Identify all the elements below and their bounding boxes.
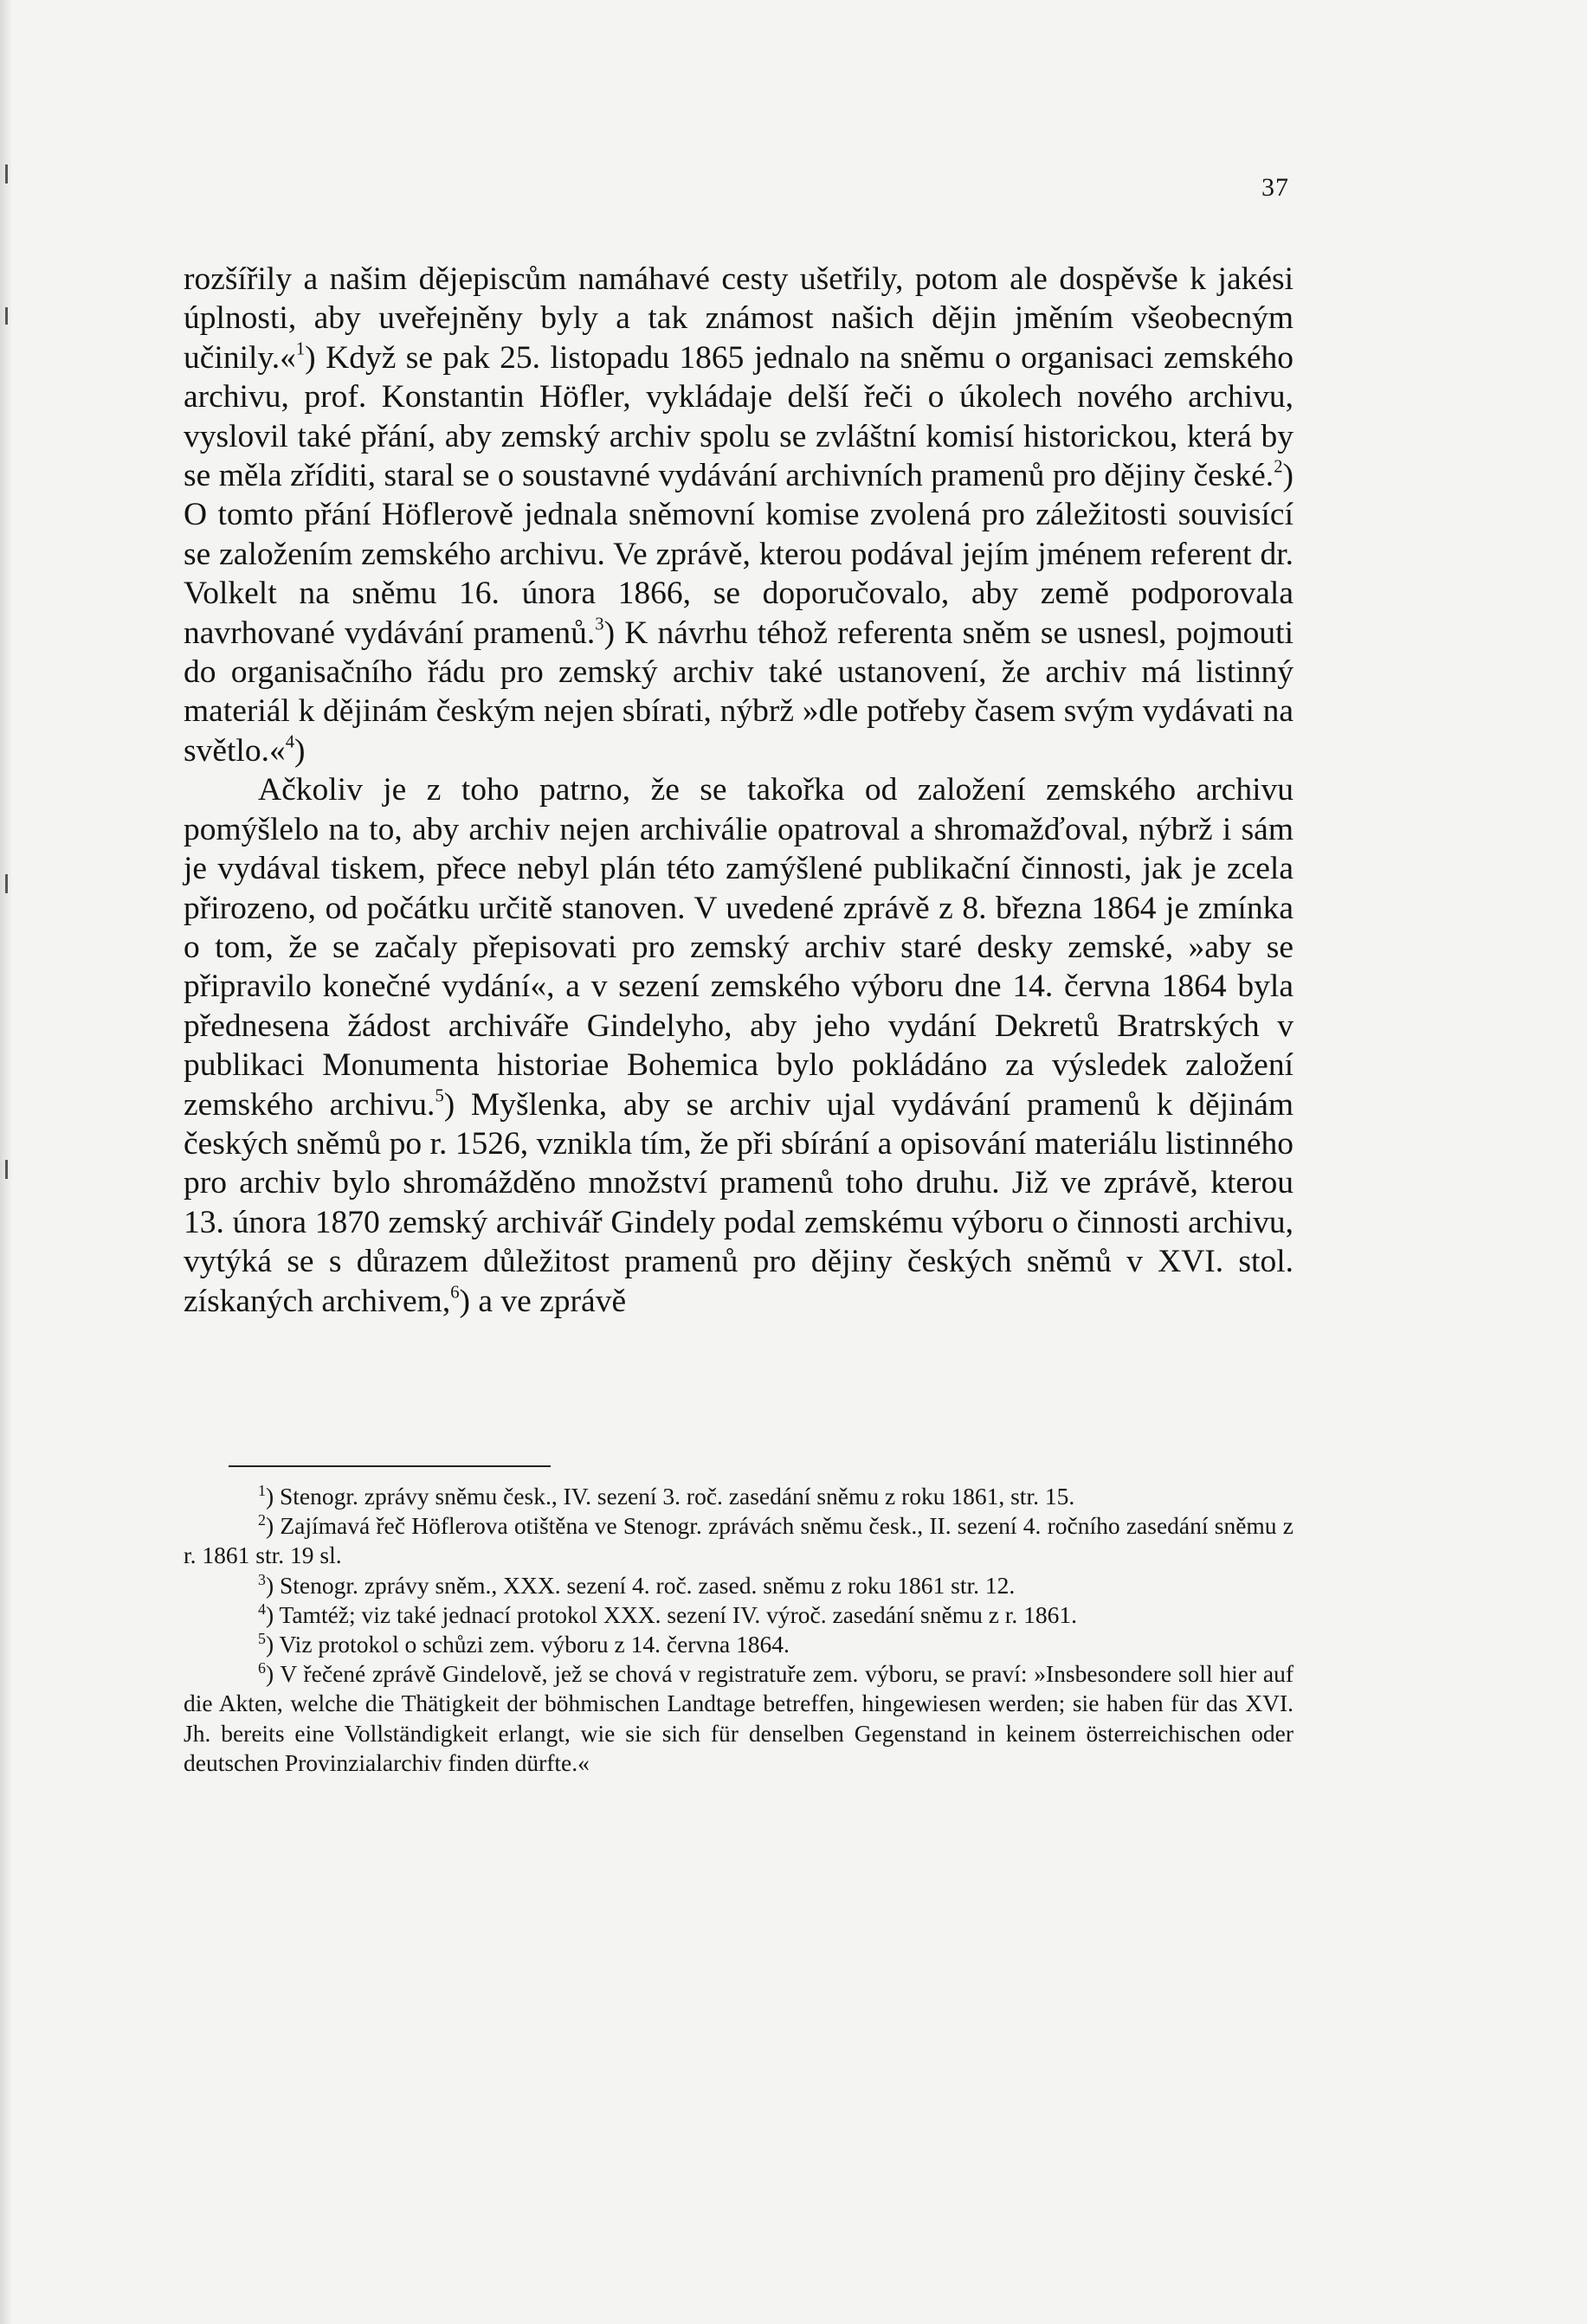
footnote-mark: 6: [258, 1659, 266, 1677]
footnote-mark: 3: [258, 1570, 266, 1588]
footnote-4: $^4$) Tamtéž; viz také jednací protokol XXX. sezení IV. výroč. zasedání sněmu z r. 1861.: [258, 1600, 1078, 1628]
scan-edge-mark: [5, 1160, 8, 1179]
footnote-2: $^2$) Zajímavá řeč Höflerova otištěna ve Stenogr. zprávách sněmu česk., II. sezení 4. ročního zasedání sněmu z r. 1861 str. 19 sl.: [184, 1511, 1293, 1569]
footnote-1: $^1$) Stenogr. zprávy sněmu česk., IV. sezení 3. roč. zasedání sněmu z roku 1861, str. 15.: [258, 1482, 1075, 1510]
footnote-6: $^6$) V řečené zprávě Gindelově, jež se chová v registratuře zem. výboru, se praví: »Insbesondere soll hier auf die Akten, welche die Thätigkeit der böhmischen Landtage betreffen, hingewiesen werden; sie haben für das XVI. Jh. bereits eine Vollständigkeit erlangt, wie sie sich für denselben Gegenstand in keinem österreichischen oder deutschen Provinzialarchiv finden dürfte.«: [184, 1659, 1293, 1776]
footnote-divider: [229, 1465, 551, 1467]
scan-edge-mark: [5, 874, 8, 893]
footnote-3: $^3$) Stenogr. zprávy sněm., XXX. sezení 4. roč. zased. sněmu z roku 1861 str. 12.: [258, 1570, 1016, 1599]
footnote-ref-6[interactable]: 6: [450, 1283, 460, 1303]
footnote-ref-3[interactable]: 3: [595, 615, 604, 634]
footnotes: [184, 1482, 1293, 1778]
footnote-ref-1[interactable]: 1: [295, 339, 306, 359]
footnote-ref-5[interactable]: 5: [435, 1086, 444, 1106]
footnote-mark: 4: [258, 1600, 266, 1618]
footnote-ref-2[interactable]: 2: [1274, 457, 1283, 477]
footnote-mark: 5: [258, 1630, 266, 1648]
footnote-5: $^5$) Viz protokol o schůzi zem. výboru z 14. června 1864.: [258, 1630, 790, 1658]
scan-edge-mark: [5, 307, 8, 325]
paragraph-1: rozšířily a našim dějepiscům namáhavé cesty ušetřily, potom ale dospěvše k jakési úplnosti, aby uveřejněny byly a tak známost našich dějin jměním všeobecným učinily.«$^1$) Když se pak 25. listopadu 1865 jednalo na sněmu o organisaci zemského archivu, prof. Konstantin Höfler, vykládaje delší řeči o úkolech nového archivu, vyslovil také přání, aby zemský archiv spolu se zvláštní komisí historickou, která by se měla zříditi, staral se o soustavné vydávání archivních pramenů pro dějiny české.$^2$) O tomto přání Höflerově jednala sněmovní komise zvolená pro záležitosti souvisící se založením zemského archivu. Ve zprávě, kterou podával jejím jménem referent dr. Volkelt na sněmu 16. února 1866, se doporučovalo, aby země podporovala navrhované vydávání pramenů.$^3$) K návrhu téhož referenta sněm se usnesl, pojmouti do organisačního řádu pro zemský archiv také ustanovení, že archiv má listinný materiál k dějinám českým nejen sbírati, nýbrž »dle potřeby časem svým vydávati na světlo.«$^4$): [184, 261, 1294, 769]
main-text: [184, 260, 1293, 1321]
page-number: 37: [1261, 173, 1289, 202]
footnote-mark: 1: [258, 1482, 266, 1500]
footnote-ref-4[interactable]: 4: [285, 732, 295, 752]
footnote-mark: 2: [258, 1511, 266, 1529]
paragraph-2: Ačkoliv je z toho patrno, že se takořka od založení zemského archivu pomýšlelo na to, aby archiv nejen archiválie opatroval a shromažďoval, nýbrž i sám je vydával tiskem, přece nebyl plán této zamýšlené publikační činnosti, jak je zcela přirozeno, od počátku určitě stanoven. V uvedené zprávě z 8. března 1864 je zmínka o tom, že se začaly přepisovati pro zemský archiv staré desky zemské, »aby se připravilo konečné vydání«, a v sezení zemského výboru dne 14. června 1864 byla přednesena žádost archiváře Gindelyho, aby jeho vydání Dekretů Bratrských v publikaci Monumenta historiae Bohemica bylo pokládáno za výsledek založení zemského archivu.$^5$) Myšlenka, aby se archiv ujal vydávání pramenů k dějinám českých sněmů po r. 1526, vznikla tím, že při sbírání a opisování materiálu listinného pro archiv bylo shromážděno množství pramenů toho druhu. Již ve zprávě, kterou 13. února 1870 zemský archivář Gindely podal zemskému výboru o činnosti archivu, vytýká se s důrazem důležitost pramenů pro dějiny českých sněmů v XVI. stol. získaných archivem,$^6$) a ve zprávě: [184, 772, 1294, 1319]
scan-edge-mark: [5, 164, 8, 183]
